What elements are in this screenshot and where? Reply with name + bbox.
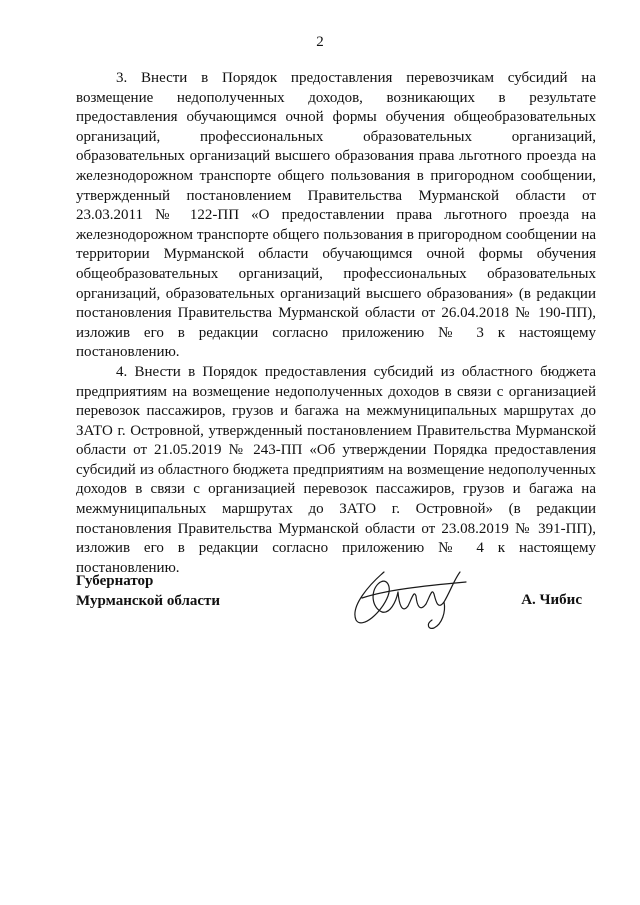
- signer-title-line-2: Мурманской области: [76, 592, 221, 609]
- signer-title-line-1: Губернатор: [76, 573, 154, 589]
- paragraph-3: 3. Внести в Порядок предоставления перевозчикам субсидий на возмещение недополученных доходов, возникающих в результате предоставления обучающимся очной формы обучения общеобразовательных организаций, профессиональных образовательных организаций, образовательных организаций высшего образования права льготного проезда на железнодорожном транспорте общего пользования в пригородном сообщении, утвержденный постановлением Правительства Мурманской области от 23.03.2011 № 122-ПП «О предоставлении права льготного проезда на железнодорожном транспорте общего пользования в пригородном сообщении на территории Мурманской области обучающимся очной формы обучения общеобразовательных организаций, профессиональных образовательных организаций, образовательных организаций высшего образования» (в редакции постановления Правительства Мурманской области от 26.04.2018 № 190-ПП), изложив его в редакции согласно приложению № 3 к настоящему постановлению.: [76, 70, 596, 361]
- signer-name: А. Чибис: [521, 592, 582, 608]
- signer-position: [76, 572, 220, 611]
- signature-block: [76, 572, 596, 652]
- handwritten-signature: [342, 562, 472, 632]
- document-body: [76, 69, 596, 578]
- page-number: 2: [316, 34, 324, 50]
- paragraph-4: 4. Внести в Порядок предоставления субсидий из областного бюджета предприятиям на возмещение недополученных доходов в связи с организацией перевозок пассажиров, грузов и багажа на межмуниципальных маршрутах до ЗАТО г. Островной, утвержденный постановлением Правительства Мурманской области от 21.05.2019 № 243-ПП «Об утверждении Порядка предоставления субсидий из областного бюджета предприятиям на возмещение недополученных доходов в связи с организацией перевозок пассажиров, грузов и багажа на межмуниципальных маршрутах до ЗАТО г. Островной» (в редакции постановления Правительства Мурманской области от 23.08.2019 № 391-ПП), изложив его в редакции согласно приложению № 4 к настоящему постановлению.: [76, 363, 596, 576]
